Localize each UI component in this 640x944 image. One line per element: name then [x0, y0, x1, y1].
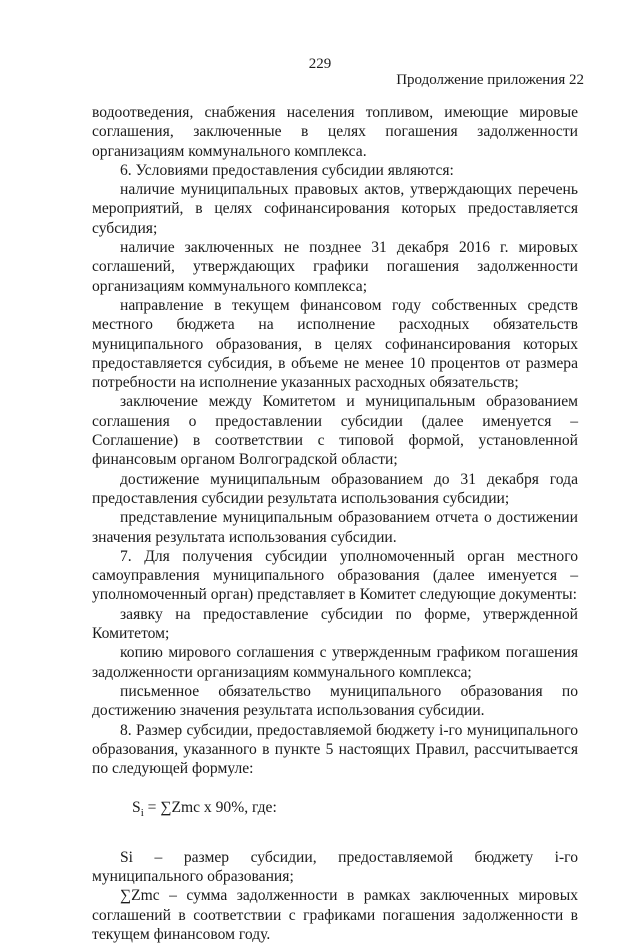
appendix-continuation-note: Продолжение приложения 22 [396, 72, 584, 88]
paragraph: заявку на предоставление субсидии по форме, утвержденной Комитетом; [92, 605, 578, 643]
definition: ∑Zmc – сумма задолженности в рамках заключенных мировых соглашений в соответствии с графиками погашения задолженности в текущем финансовом году. [92, 887, 578, 943]
paragraph: письменное обязательство муниципального образования по достижению значения результата использования субсидии. [92, 682, 578, 720]
paragraph: 6. Условиями предоставления субсидии являются: [120, 161, 454, 179]
paragraph: представление муниципальным образованием отчета о достижении значения результата использования субсидии. [92, 509, 578, 546]
paragraph: 7. Для получения субсидии уполномоченный орган местного самоуправления муниципального образования (далее именуется – уполномоченный орган) представляет в Комитет следующие документы: [92, 547, 578, 604]
subsidy-formula [92, 798, 578, 823]
paragraph: наличие заключенных не позднее 31 декабря 2016 г. мировых соглашений, утверждающих графики погашения задолженности организациям коммунального комплекса; [92, 239, 578, 295]
paragraph: 8. Размер субсидии, предоставляемой бюджету i-го муниципального образования, указанного в пункте 5 настоящих Правил, рассчитывается по следующей формуле: [92, 721, 578, 778]
paragraph: заключение между Комитетом и муниципальным образованием соглашения о предоставлении субсидии (далее именуется – Соглашение) в соответствии с типовой формой, установленной финансовым органом Волгоградской области; [92, 393, 578, 469]
formula-symbol: S [132, 799, 141, 817]
paragraph: наличие муниципальных правовых актов, утверждающих перечень мероприятий, в целях софинансирования которых предоставляется субсидия; [92, 181, 578, 237]
paragraph: копию мирового соглашения с утвержденным графиком погашения задолженности организациям коммунального комплекса; [92, 644, 578, 681]
formula-subscript: i [140, 807, 144, 820]
paragraph: водоотведения, снабжения населения топливом, имеющие мировые соглашения, заключенные в целях погашения задолженности организациям коммунального комплекса. [92, 104, 578, 160]
formula-expression: = ∑Zmc x 90%, где: [143, 799, 277, 817]
definition: Si – размер субсидии, предоставляемой бюджету i-го муниципального образования; [92, 848, 578, 886]
document-body [92, 103, 578, 944]
paragraph: направление в текущем финансовом году собственных средств местного бюджета на исполнение расходных обязательств муниципального образования, в целях софинансирования которых предоставляется субсидия, в объеме не менее 10 процентов от размера потребности на исполнение указанных расходных обязательств; [92, 296, 578, 392]
page-number: 229 [308, 56, 332, 72]
paragraph: достижение муниципальным образованием до 31 декабря года предоставления субсидии результата использования субсидии; [92, 470, 578, 507]
